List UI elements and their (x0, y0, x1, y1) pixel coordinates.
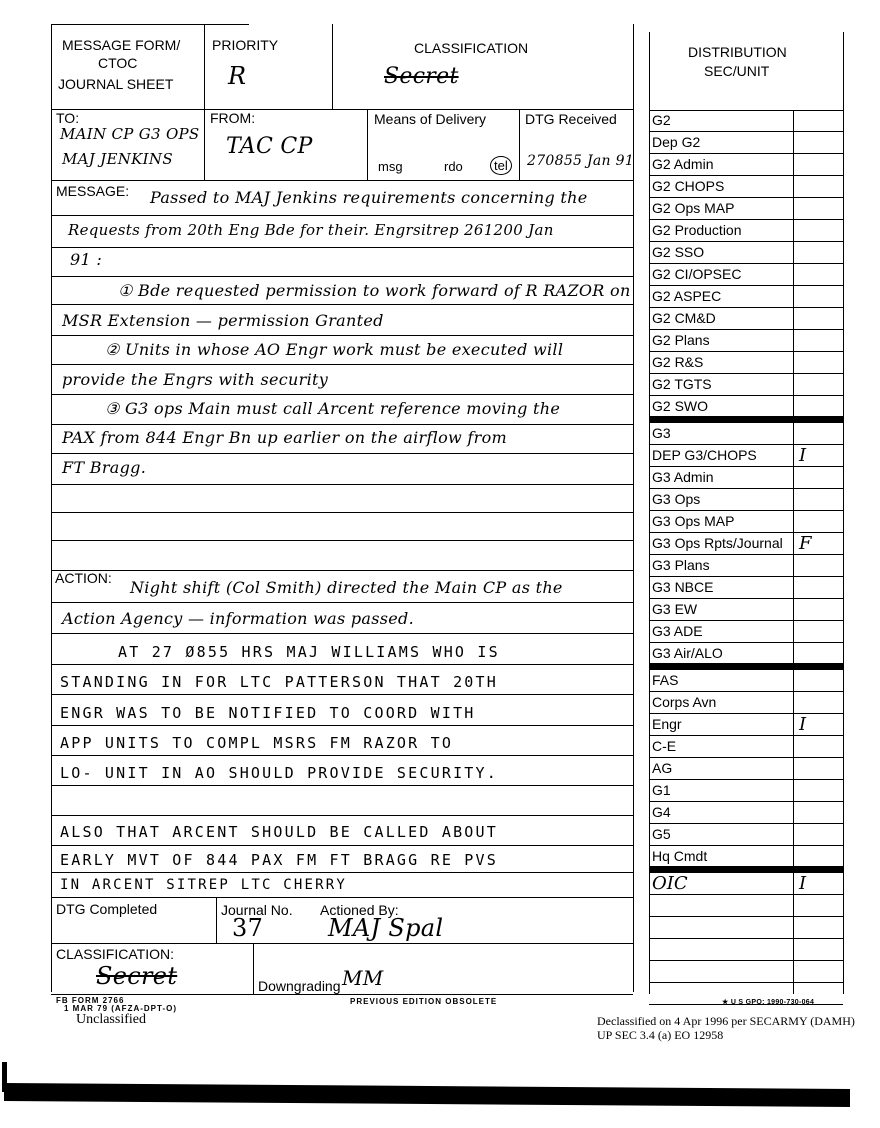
distribution-row (649, 714, 843, 736)
distribution-mark: F (799, 533, 812, 554)
to-label: TO: (56, 110, 80, 126)
dtg-completed-label: DTG Completed (56, 901, 158, 917)
to-line-2: MAJ JENKINS (62, 150, 173, 168)
means-msg: msg (378, 159, 403, 174)
distribution-unit-label: C-E (652, 738, 677, 754)
distribution-unit-label: G3 Admin (652, 469, 714, 485)
action-hand-line: Night shift (Col Smith) directed the Main CP as the (130, 578, 563, 597)
downgrading-label: Downgrading (258, 978, 341, 994)
message-line: ③ G3 ops Main must call Arcent reference moving the (105, 399, 561, 418)
distribution-row (649, 396, 843, 418)
message-line: FT Bragg. (62, 458, 147, 477)
distribution-unit-label: G1 (652, 782, 671, 798)
distribution-unit-label: G2 CM&D (652, 310, 716, 326)
distribution-row (649, 154, 843, 176)
distribution-row (649, 264, 843, 286)
distribution-unit-label: G2 SSO (652, 244, 705, 260)
actioned-by-label: Actioned By: (320, 902, 399, 918)
action-print-line: APP UNITS TO COMPL MSRS FM RAZOR TO (60, 734, 454, 752)
distribution-unit-label: G3 Ops (652, 491, 701, 507)
distribution-row (649, 670, 843, 692)
distribution-row (649, 802, 843, 824)
distribution-unit-label: G3 Air/ALO (652, 645, 723, 661)
distribution-row (649, 643, 843, 665)
to-line-1: MAIN CP G3 OPS (60, 125, 200, 143)
action-print-line: STANDING IN FOR LTC PATTERSON THAT 20TH (60, 673, 498, 691)
form-title-line-2: CTOC (98, 55, 138, 71)
distribution-unit-label: G3 NBCE (652, 579, 714, 595)
previous-edition-note: PREVIOUS EDITION OBSOLETE (350, 997, 498, 1006)
priority-value: R (228, 62, 247, 90)
action-print-line: EARLY MVT OF 844 PAX FM FT BRAGG RE PVS (60, 851, 498, 869)
journal-number-value: 37 (232, 914, 264, 942)
distribution-group-separator (649, 663, 843, 670)
means-rdo: rdo (444, 159, 463, 174)
distribution-group-separator (649, 866, 843, 873)
dtg-received-label: DTG Received (525, 111, 617, 127)
distribution-row (649, 873, 843, 895)
distribution-row (649, 961, 843, 983)
distribution-unit-label: G3 ADE (652, 623, 703, 639)
action-print-line: IN ARCENT SITREP LTC CHERRY (60, 877, 347, 893)
journal-number-label: Journal No. (221, 902, 293, 918)
distribution-unit-label: G2 CI/OPSEC (652, 266, 742, 282)
action-print-line: AT 27 Ø855 HRS MAJ WILLIAMS WHO IS (118, 643, 500, 661)
action-print-line: LO- UNIT IN AO SHOULD PROVIDE SECURITY. (60, 764, 498, 782)
distribution-subtitle: SEC/UNIT (704, 63, 770, 79)
distribution-unit-label: G3 EW (652, 601, 698, 617)
unclassified-marking: Unclassified (76, 1012, 146, 1027)
distribution-row (649, 489, 843, 511)
distribution-unit-label: G2 R&S (652, 354, 704, 370)
distribution-row (649, 374, 843, 396)
form-title-line-3: JOURNAL SHEET (58, 76, 174, 92)
means-of-delivery-label: Means of Delivery (374, 111, 487, 127)
distribution-unit-label: G2 SWO (652, 398, 709, 414)
means-tel-circled: tel (490, 156, 512, 175)
distribution-row (649, 621, 843, 643)
distribution-row (649, 692, 843, 714)
distribution-mark: I (799, 445, 807, 466)
dtg-received-value: 270855 Jan 91 (527, 153, 635, 169)
classification-label: CLASSIFICATION (414, 40, 529, 56)
distribution-unit-label: Engr (652, 716, 682, 732)
priority-label: PRIORITY (212, 37, 279, 53)
distribution-row (649, 445, 843, 467)
distribution-unit-label: FAS (652, 672, 679, 688)
distribution-row (649, 846, 843, 868)
message-line: PAX from 844 Engr Bn up earlier on the airflow from (62, 428, 507, 447)
distribution-unit-label: G2 Ops MAP (652, 200, 735, 216)
action-print-line: ENGR WAS TO BE NOTIFIED TO COORD WITH (60, 704, 476, 722)
distribution-row (649, 242, 843, 264)
message-line: 91 : (70, 250, 103, 269)
distribution-unit-label: G2 TGTS (652, 376, 712, 392)
distribution-unit-label: G3 Ops Rpts/Journal (652, 535, 783, 551)
distribution-row (649, 110, 843, 132)
distribution-unit-label: G2 (652, 112, 671, 128)
form-number: FB FORM 2766 (56, 996, 125, 1005)
distribution-row (649, 533, 843, 555)
message-line: Requests from 20th Eng Bde for their. Engrsitrep 261200 Jan (68, 221, 554, 239)
distribution-unit-label: Hq Cmdt (652, 848, 708, 864)
message-line: Passed to MAJ Jenkins requirements concerning the (150, 188, 588, 207)
actioned-by-signature: MAJ Spal (328, 914, 444, 942)
distribution-row (649, 198, 843, 220)
distribution-row (649, 286, 843, 308)
distribution-row (649, 824, 843, 846)
distribution-row (649, 176, 843, 198)
distribution-row (649, 917, 843, 939)
classification-value: Secret (384, 64, 459, 89)
distribution-unit-label: OIC (652, 873, 688, 894)
distribution-unit-label: Dep G2 (652, 134, 701, 150)
form-title-line-1: MESSAGE FORM/ (62, 37, 181, 53)
declassified-note-line-2: UP SEC 3.4 (a) EO 12958 (597, 1028, 724, 1042)
form-date: 1 MAR 79 (AFZA-DPT-O) (64, 1004, 177, 1013)
distribution-unit-label: G5 (652, 826, 671, 842)
message-line: ① Bde requested permission to work forward of R RAZOR on (118, 281, 631, 300)
action-label: ACTION: (55, 570, 112, 586)
distribution-unit-label: G3 (652, 425, 671, 441)
distribution-mark: I (799, 873, 807, 894)
action-print-line: ALSO THAT ARCENT SHOULD BE CALLED ABOUT (60, 823, 498, 841)
distribution-row (649, 330, 843, 352)
distribution-unit-label: G4 (652, 804, 671, 820)
downgrading-initials: MM (342, 966, 384, 990)
distribution-row (649, 577, 843, 599)
scan-edge-left (2, 1062, 7, 1092)
distribution-row (649, 939, 843, 961)
distribution-row (649, 758, 843, 780)
distribution-title: DISTRIBUTION (688, 44, 787, 60)
distribution-row (649, 511, 843, 533)
from-label: FROM: (210, 110, 256, 126)
gpo-note: ★ U S GPO: 1990-730-064 (722, 999, 815, 1006)
distribution-unit-label: AG (652, 760, 673, 776)
bottom-classification-label: CLASSIFICATION: (56, 946, 174, 962)
distribution-row (649, 132, 843, 154)
distribution-row (649, 352, 843, 374)
distribution-unit-label: G2 Plans (652, 332, 710, 348)
distribution-row (649, 423, 843, 445)
distribution-row (649, 220, 843, 242)
distribution-row (649, 895, 843, 917)
message-line: MSR Extension — permission Granted (62, 311, 384, 330)
distribution-row (649, 308, 843, 330)
message-label: MESSAGE: (56, 183, 130, 199)
distribution-unit-label: G2 ASPEC (652, 288, 722, 304)
distribution-unit-label: G2 Admin (652, 156, 714, 172)
distribution-row (649, 780, 843, 802)
distribution-unit-label: G2 CHOPS (652, 178, 725, 194)
scan-edge-bar (4, 1083, 850, 1107)
message-line: ② Units in whose AO Engr work must be executed will (105, 340, 564, 359)
distribution-mark: I (799, 714, 807, 735)
distribution-unit-label: G3 Plans (652, 557, 710, 573)
from-value: TAC CP (226, 134, 313, 159)
declassified-note-line-1: Declassified on 4 Apr 1996 per SECARMY (DAMH) (597, 1014, 855, 1028)
distribution-unit-label: G3 Ops MAP (652, 513, 735, 529)
distribution-unit-label: G2 Production (652, 222, 742, 238)
distribution-group-separator (649, 416, 843, 423)
distribution-row (649, 736, 843, 758)
distribution-unit-label: DEP G3/CHOPS (652, 447, 757, 463)
action-hand-line: Action Agency — information was passed. (62, 609, 414, 628)
distribution-unit-label: Corps Avn (652, 694, 717, 710)
distribution-row (649, 467, 843, 489)
bottom-classification-value: Secret (96, 962, 178, 990)
distribution-row (649, 555, 843, 577)
message-line: provide the Engrs with security (62, 370, 329, 389)
distribution-row (649, 599, 843, 621)
